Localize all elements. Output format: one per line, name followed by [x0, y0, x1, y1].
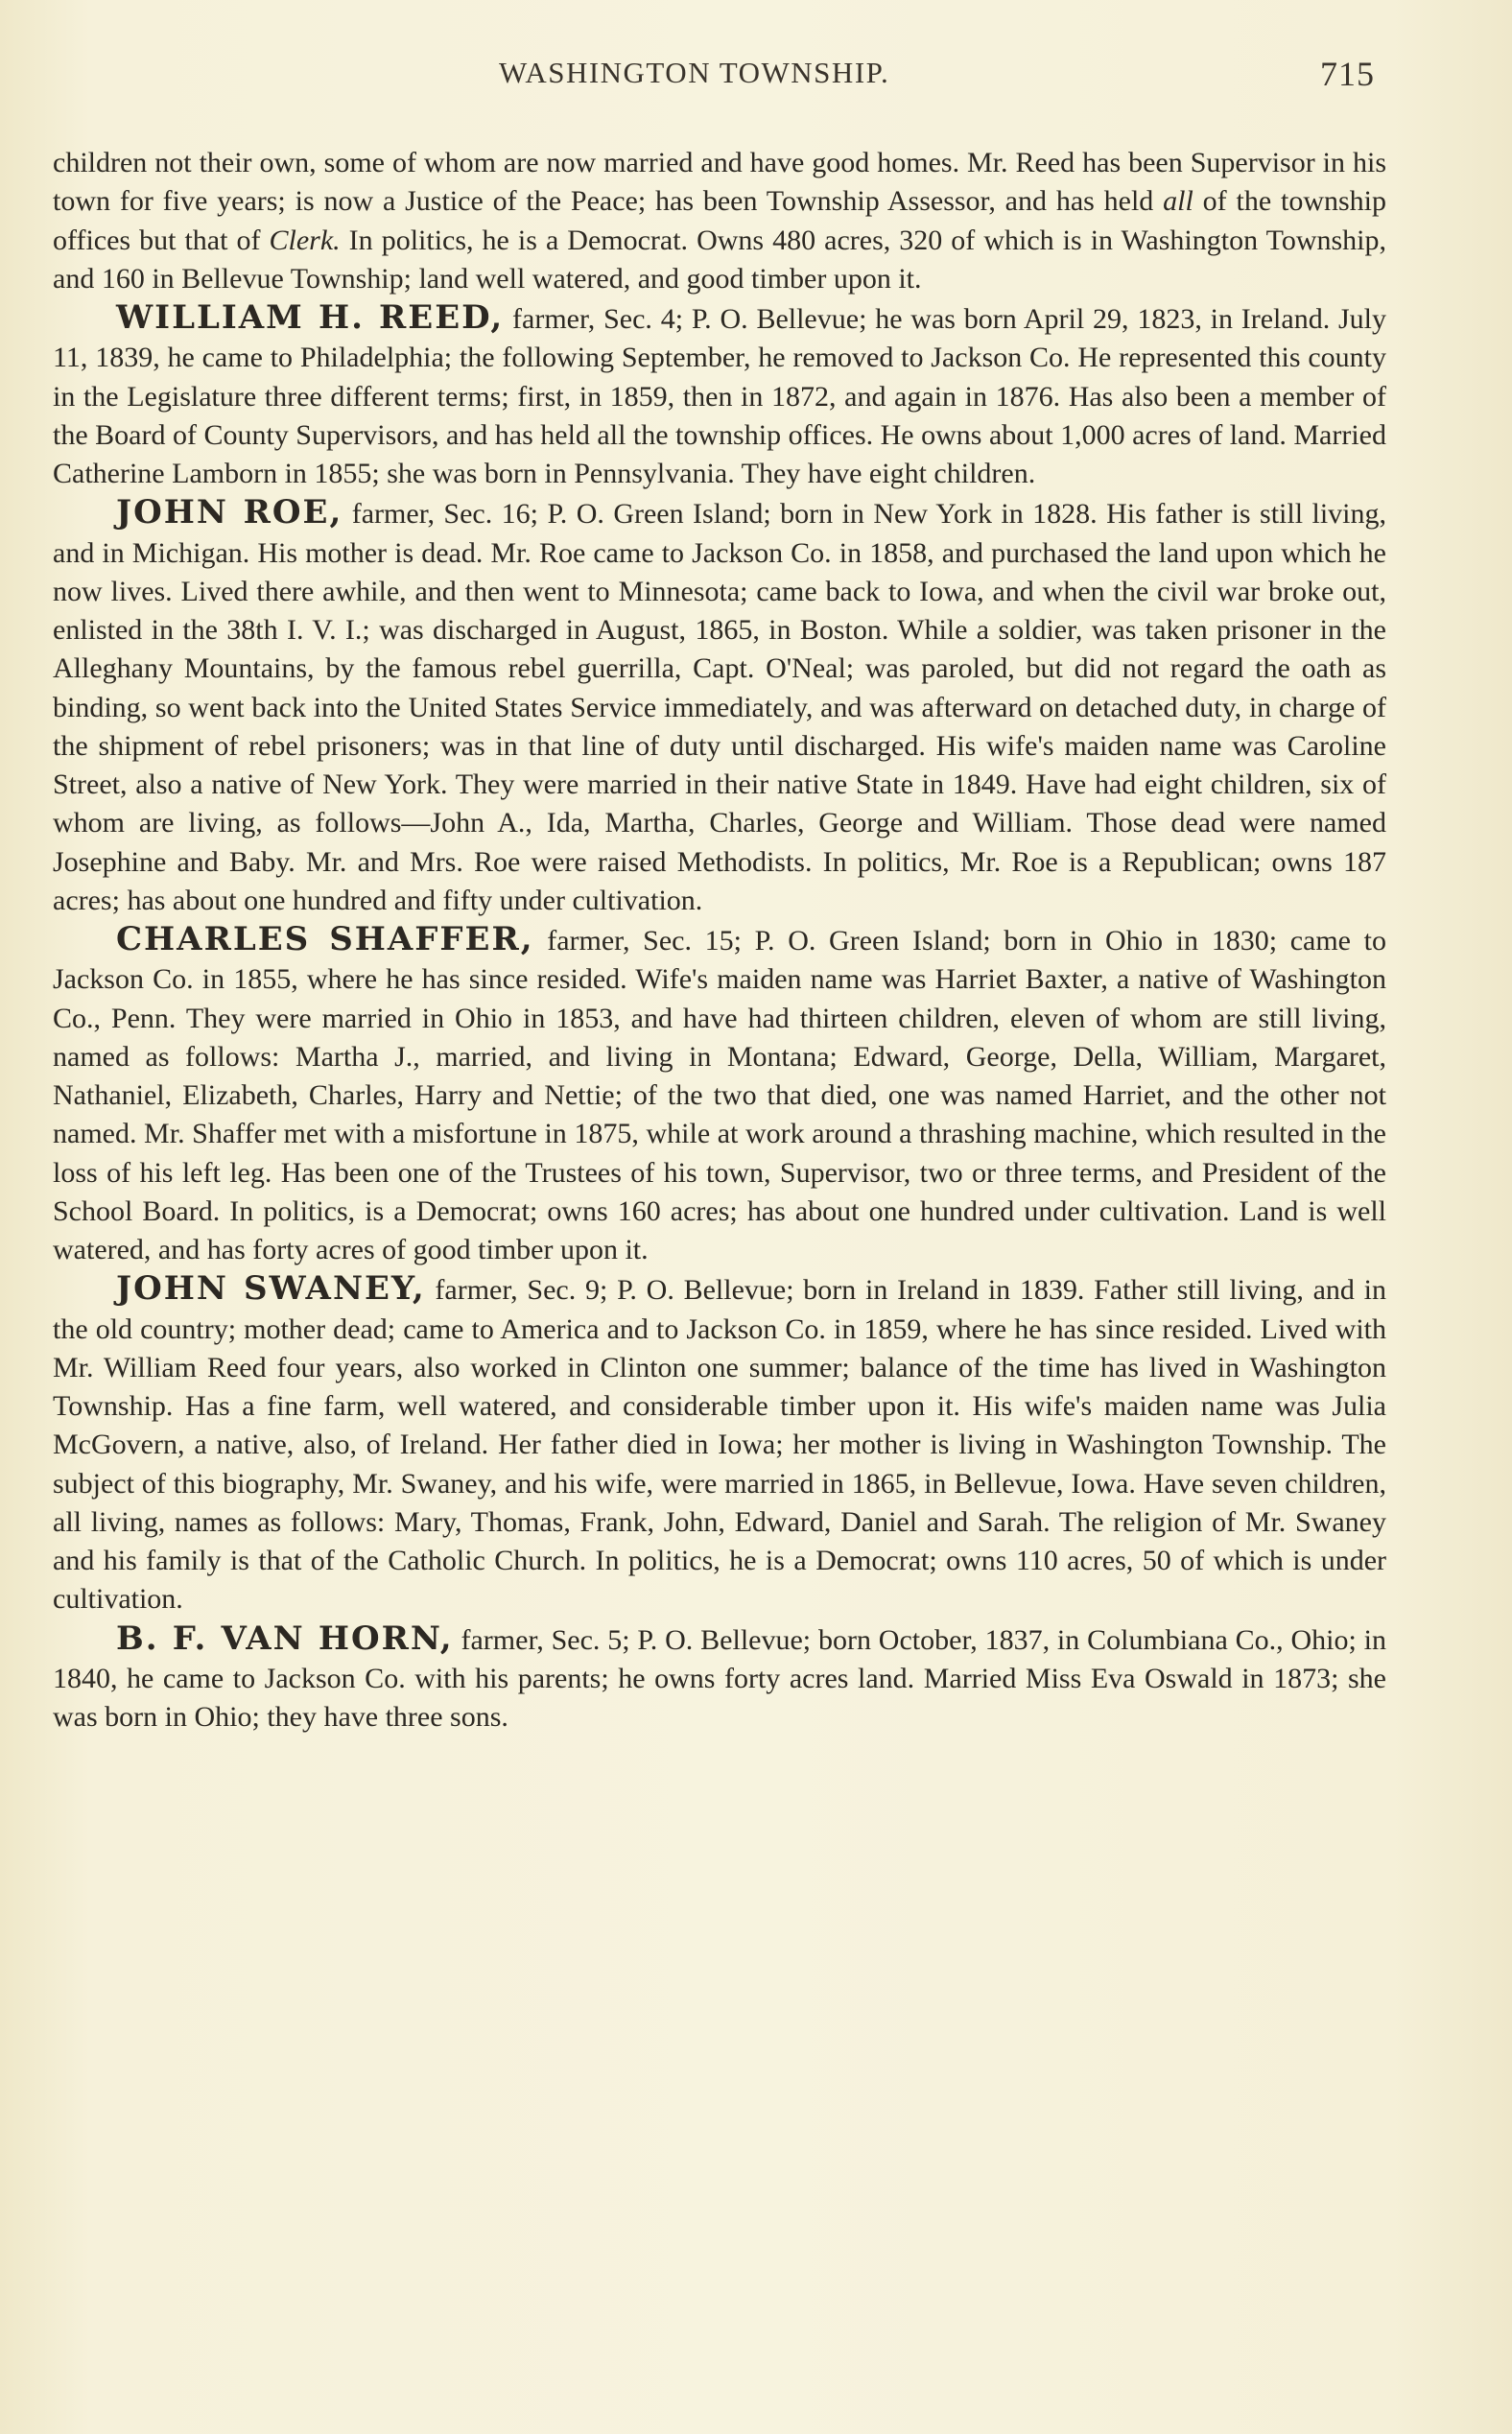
biography-text: farmer, Sec. 5; P. O. Bellevue; born October, 1837, in Columbiana Co., Ohio; in 1840, he came to Jackson Co. with his parents; he owns forty acres land. Married Miss Eva Oswald in 1873; she was born in Ohio; they have three sons. [53, 1623, 1386, 1733]
continuation-emphasis-1: all [1163, 185, 1193, 218]
biography-entry [53, 920, 1386, 1269]
biography-text: farmer, Sec. 9; P. O. Bellevue; born in Ireland in 1839. Father still living, and in the old country; mother dead; came to America and to Jackson Co. in 1859, where he has since resided. Lived with Mr. William Reed four years, also worked in Clinton one summer; balance of the time has lived in Washington Township. Has a fine farm, well watered, and considerable timber upon it. His wife's maiden name was Julia McGovern, a native, also, of Ireland. Her father died in Iowa; her mother is living in Washington Township. The subject of this biography, Mr. Swaney, and his wife, were married in 1865, in Bellevue, Iowa. Have seven children, all living, names as follows: Mary, Thomas, Frank, John, Edward, Daniel and Sarah. The religion of Mr. Swaney and his family is that of the Catholic Church. In politics, he is a Democrat; owns 110 acres, 50 of which is under cultivation. [53, 1274, 1387, 1616]
biography-name: JOHN SWANEY, [116, 1269, 426, 1309]
biography-name: WILLIAM H. REED, [116, 298, 505, 337]
biography-name: JOHN ROE, [116, 493, 343, 532]
page-body [53, 144, 1386, 1737]
biography-entry [53, 1619, 1386, 1737]
continuation-emphasis-2: Clerk. [269, 224, 341, 256]
biography-text: farmer, Sec. 4; P. O. Bellevue; he was born April 29, 1823, in Ireland. July 11, 1839, he came to Philadelphia; the following September, he removed to Jackson Co. He represented this county in the Legislature three different terms; first, in 1859, then in 1872, and again in 1876. Has also been a member of the Board of County Supervisors, and has held all the township offices. He owns about 1,000 acres of land. Married Catherine Lamborn in 1855; she was born in Pennsylvania. They have eight children. [53, 303, 1386, 489]
continuation-paragraph [53, 144, 1386, 298]
biography-text: farmer, Sec. 16; P. O. Green Island; born in New York in 1828. His father is still living, and in Michigan. His mother is dead. Mr. Roe came to Jackson Co. in 1858, and purchased the land upon which he now lives. Lived there awhile, and then went to Minnesota; came back to Iowa, and when the civil war broke out, enlisted in the 38th I. V. I.; was discharged in August, 1865, in Boston. While a soldier, was taken prisoner in the Alleghany Mountains, by the famous rebel guerrilla, Capt. O'Neal; was paroled, but did not regard the oath as binding, so went back into the United States Service immediately, and was afterward on detached duty, in charge of the shipment of rebel prisoners; was in that line of duty until discharged. His wife's maiden name was Caroline Street, also a native of New York. They were married in their native State in 1849. Have had eight children, six of whom are living, as follows—John A., Ida, Martha, Charles, George and William. Those dead were named Josephine and Baby. Mr. and Mrs. Roe were raised Methodists. In politics, Mr. Roe is a Republican; owns 187 acres; has about one hundred and fifty under cultivation. [53, 498, 1386, 916]
biography-entry [53, 298, 1386, 493]
biography-text: farmer, Sec. 15; P. O. Green Island; born in Ohio in 1830; came to Jackson Co. in 1855, where he has since resided. Wife's maiden name was Harriet Baxter, a native of Washington Co., Penn. They were married in Ohio in 1853, and have had thirteen children, eleven of whom are still living, named as follows: Martha J., married, and living in Montana; Edward, George, Della, William, Margaret, Nathaniel, Elizabeth, Charles, Harry and Nettie; of the two that died, one was named Harriet, and the other not named. Mr. Shaffer met with a misfortune in 1875, while at work around a thrashing machine, which resulted in the loss of his left leg. Has been one of the Trustees of his town, Supervisor, two or three terms, and President of the School Board. In politics, is a Democrat; owns 160 acres; has about one hundred under cultivation. Land is well watered, and has forty acres of good timber upon it. [53, 925, 1386, 1265]
running-head: WASHINGTON TOWNSHIP. [499, 56, 890, 89]
page-number: 715 [1320, 55, 1375, 93]
continuation-text-3: In politics, he is a Democrat. Owns 480 acres, 320 of which is in Washington Township, and 160 in Bellevue Township; land well watered, and good timber upon it. [53, 224, 1386, 295]
continuation-text-1: children not their own, some of whom are now married and have good homes. Mr. Reed has been Supervisor in his town for five years; is now a Justice of the Peace; has been Township Assessor, and has held [53, 147, 1386, 218]
biography-entry [53, 1269, 1386, 1619]
continuation-text-2: of the township offices but that of [53, 185, 1386, 256]
biography-name: B. F. VAN HORN, [116, 1619, 454, 1658]
biography-entry [53, 493, 1386, 920]
biography-name: CHARLES SHAFFER, [116, 920, 534, 958]
